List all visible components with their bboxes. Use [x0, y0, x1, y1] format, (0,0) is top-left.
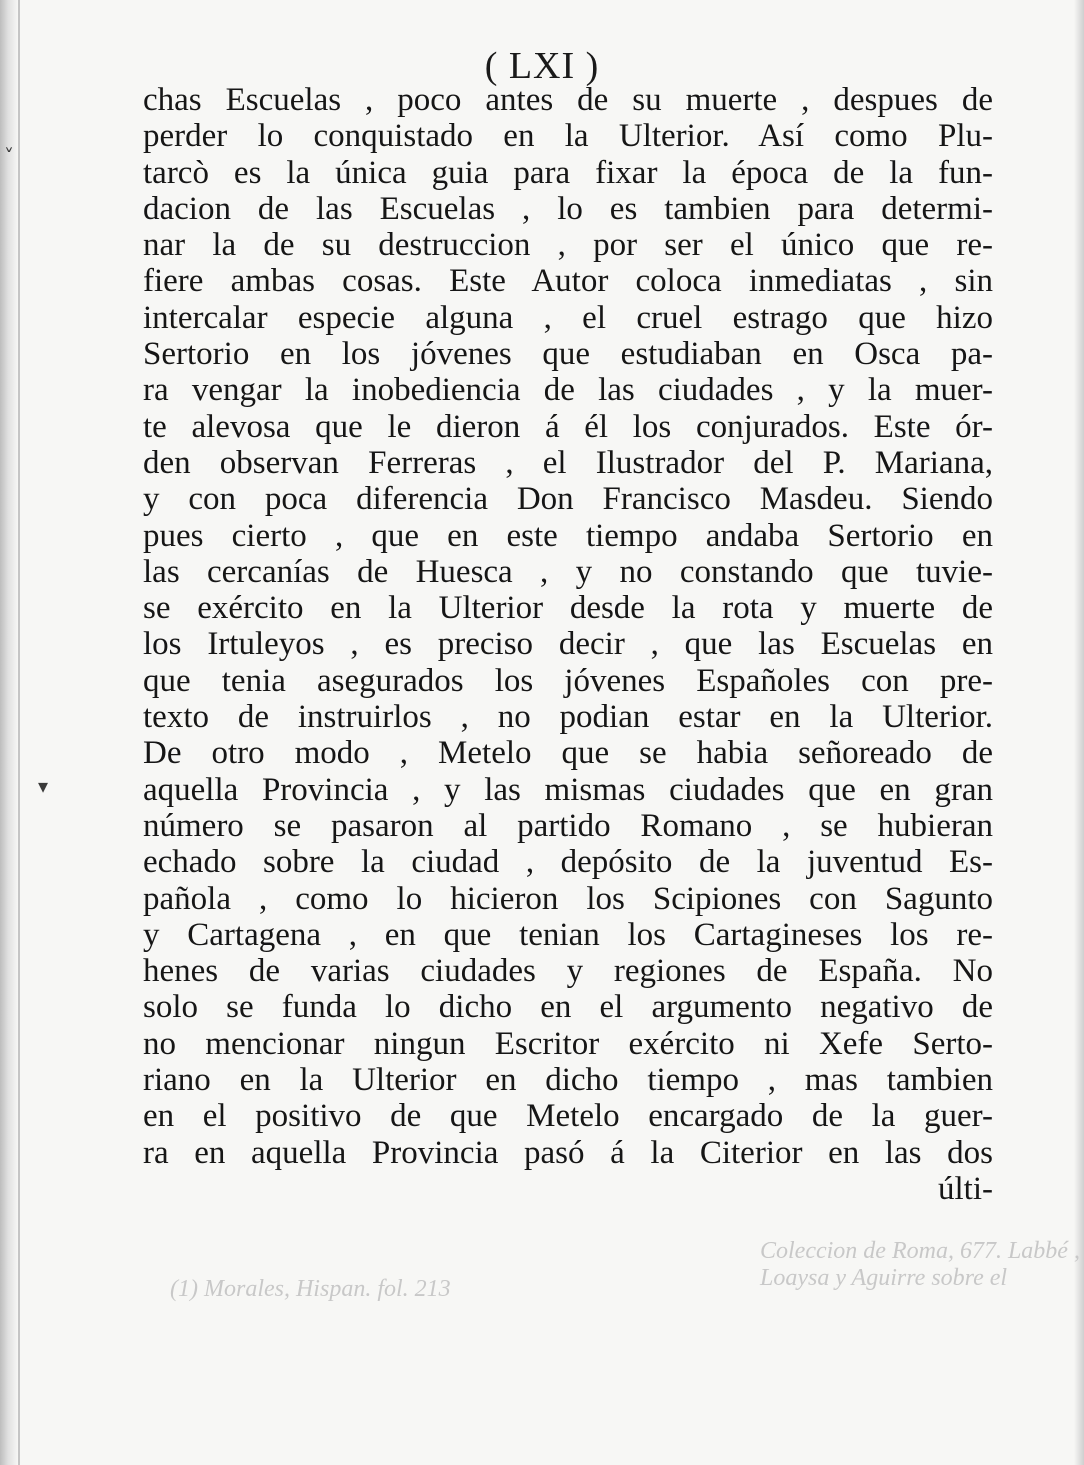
- text-line: aquella Provincia , y las mismas ciudades que en gran: [143, 771, 993, 808]
- text-line: ra en aquella Provincia pasó á la Citerior en las dos: [143, 1134, 993, 1171]
- page-number: ( LXI ): [484, 45, 600, 87]
- text-line: nar la de su destruccion , por ser el único que re-: [143, 227, 993, 264]
- text-line: solo se funda lo dicho en el argumento negativo de: [143, 989, 993, 1026]
- text-line: los Irtuleyos , es preciso decir , que las Escuelas en: [143, 626, 993, 663]
- page-gutter-shadow: [0, 0, 18, 1465]
- show-through-text: (1) Morales, Hispan. fol. 213: [170, 1276, 451, 1302]
- body-text: [143, 82, 993, 1207]
- text-line: que tenia asegurados los jóvenes Españoles con pre-: [143, 662, 993, 699]
- text-line: pues cierto , que en este tiempo andaba Sertorio en: [143, 517, 993, 554]
- text-line: riano en la Ulterior en dicho tiempo , mas tambien: [143, 1062, 993, 1099]
- catchword: últi-: [938, 1170, 993, 1207]
- text-line: den observan Ferreras , el Ilustrador del P. Mariana,: [143, 444, 993, 481]
- text-line: chas Escuelas , poco antes de su muerte , despues de: [143, 82, 993, 118]
- text-line: echado sobre la ciudad , depósito de la juventud Es-: [143, 844, 993, 881]
- text-line: y Cartagena , en que tenian los Cartagineses los re-: [143, 916, 993, 953]
- text-line: De otro modo , Metelo que se habia señoreado de: [143, 735, 993, 772]
- text-line: Sertorio en los jóvenes que estudiaban en Osca pa-: [143, 336, 993, 373]
- text-line: en el positivo de que Metelo encargado de la guer-: [143, 1098, 993, 1135]
- text-line: las cercanías de Huesca , y no constando que tuvie-: [143, 553, 993, 590]
- text-line: pañola , como lo hicieron los Scipiones con Sagunto: [143, 880, 993, 917]
- text-line: intercalar especie alguna , el cruel estrago que hizo: [143, 299, 993, 336]
- text-line: y con poca diferencia Don Francisco Masdeu. Siendo: [143, 481, 993, 518]
- margin-mark-icon: ▾: [38, 774, 49, 798]
- text-line: te alevosa que le dieron á él los conjurados. Este ór-: [143, 408, 993, 445]
- page-binding-edge: [18, 0, 20, 1465]
- text-line: dacion de las Escuelas , lo es tambien para determi-: [143, 190, 993, 227]
- text-line: número se pasaron al partido Romano , se hubieran: [143, 807, 993, 844]
- text-line: henes de varias ciudades y regiones de España. No: [143, 953, 993, 990]
- text-line: se exército en la Ulterior desde la rota y muerte de: [143, 590, 993, 627]
- margin-mark-icon: ˅: [4, 144, 14, 168]
- text-line: ra vengar la inobediencia de las ciudades , y la muer-: [143, 372, 993, 409]
- text-line: texto de instruirlos , no podian estar en la Ulterior.: [143, 699, 993, 736]
- show-through-text: Coleccion de Roma, 677. Labbé , Loaysa y Aguirre sobre el: [760, 1238, 1080, 1291]
- text-line: no mencionar ningun Escritor exército ni Xefe Serto-: [143, 1025, 993, 1062]
- text-line: tarcò es la única guia para fixar la época de la fun-: [143, 154, 993, 191]
- text-line: fiere ambas cosas. Este Autor coloca inmediatas , sin: [143, 263, 993, 300]
- text-line: perder lo conquistado en la Ulterior. Así como Plu-: [143, 118, 993, 155]
